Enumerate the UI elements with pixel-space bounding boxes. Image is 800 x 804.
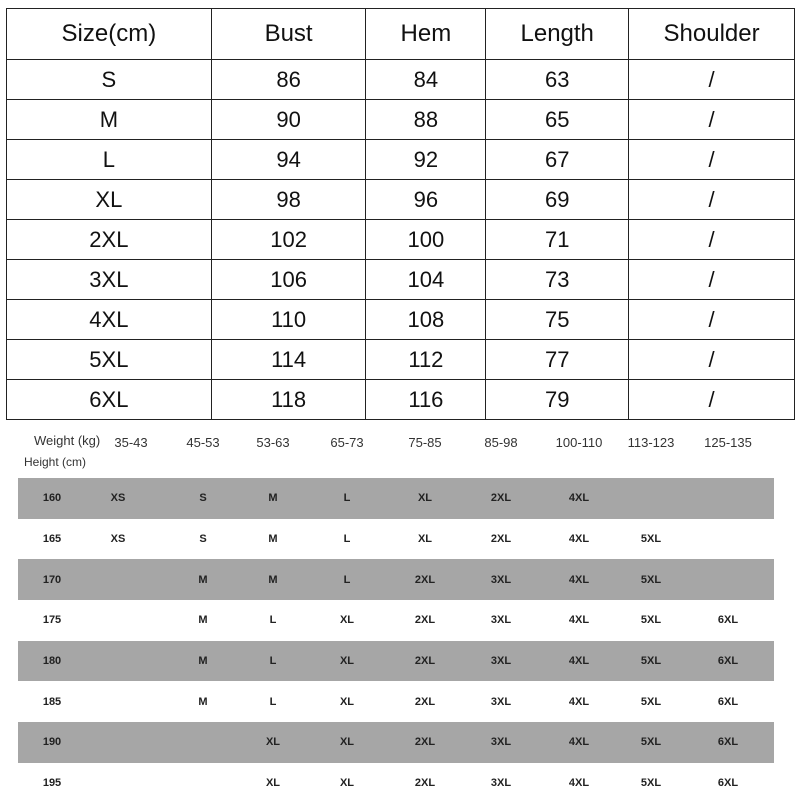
- recommended-size: XL: [339, 614, 355, 627]
- recommended-size: 5XL: [640, 736, 662, 749]
- recommended-size: L: [269, 695, 277, 708]
- recommended-size: XS: [110, 533, 126, 546]
- size-chart-table: [6, 8, 795, 420]
- recommended-size: XL: [265, 777, 281, 790]
- size-chart-cell: 110: [211, 300, 366, 340]
- recommended-size: 4XL: [568, 695, 590, 708]
- recommended-size: XL: [339, 736, 355, 749]
- recommendation-row: [18, 722, 774, 763]
- recommended-size: 3XL: [490, 573, 512, 586]
- recommended-size: XL: [339, 695, 355, 708]
- recommended-size: 4XL: [568, 573, 590, 586]
- weight-label: Weight (kg): [34, 433, 101, 448]
- recommendation-row: [18, 763, 774, 804]
- size-chart-cell: 90: [211, 100, 366, 140]
- recommended-size: 2XL: [414, 614, 436, 627]
- size-chart-cell: 118: [211, 380, 366, 420]
- weight-range-label: 113-123: [627, 435, 675, 450]
- recommended-size: 2XL: [414, 573, 436, 586]
- recommended-size: M: [198, 655, 208, 668]
- size-chart-header-row: [7, 9, 795, 60]
- recommended-size: 4XL: [568, 492, 590, 505]
- recommended-size: 5XL: [640, 533, 662, 546]
- recommended-size: S: [199, 492, 207, 505]
- recommended-size: 5XL: [640, 655, 662, 668]
- size-chart-cell: 75: [486, 300, 629, 340]
- height-value: 160: [42, 492, 62, 505]
- recommended-size: 2XL: [490, 492, 512, 505]
- recommended-size: 3XL: [490, 695, 512, 708]
- size-chart-cell: 77: [486, 340, 629, 380]
- recommended-size: 6XL: [717, 736, 739, 749]
- recommended-size: 6XL: [717, 777, 739, 790]
- recommended-size: L: [269, 614, 277, 627]
- recommended-size: 2XL: [414, 777, 436, 790]
- size-chart-row: [7, 260, 795, 300]
- recommended-size: L: [343, 533, 351, 546]
- recommended-size: 5XL: [640, 777, 662, 790]
- recommendation-row: [18, 600, 774, 641]
- size-chart-cell: 71: [486, 220, 629, 260]
- recommended-size: XL: [417, 533, 433, 546]
- recommended-size: 5XL: [640, 695, 662, 708]
- recommended-size: 4XL: [568, 655, 590, 668]
- recommended-size: L: [343, 573, 351, 586]
- recommendation-row: [18, 478, 774, 519]
- size-chart-cell: 116: [366, 380, 486, 420]
- recommended-size: 3XL: [490, 614, 512, 627]
- size-chart-cell: /: [629, 60, 795, 100]
- height-label: Height (cm): [24, 455, 87, 469]
- size-chart-cell: 92: [366, 140, 486, 180]
- height-value: 170: [42, 573, 62, 586]
- height-value: 185: [42, 695, 62, 708]
- size-chart-cell: 112: [366, 340, 486, 380]
- size-chart-cell: /: [629, 180, 795, 220]
- header-size: Size(cm): [7, 9, 212, 60]
- height-value: 195: [42, 777, 62, 790]
- recommendation-row: [18, 681, 774, 722]
- size-chart-cell: 65: [486, 100, 629, 140]
- size-chart-cell: 5XL: [7, 340, 212, 380]
- recommended-size: 4XL: [568, 614, 590, 627]
- weight-range-label: 45-53: [186, 435, 220, 450]
- size-chart-cell: 63: [486, 60, 629, 100]
- size-chart-row: [7, 220, 795, 260]
- weight-range-label: 85-98: [484, 435, 518, 450]
- recommended-size: XS: [110, 492, 126, 505]
- size-chart-row: [7, 180, 795, 220]
- size-chart-cell: 114: [211, 340, 366, 380]
- size-chart-row: [7, 340, 795, 380]
- recommended-size: 4XL: [568, 736, 590, 749]
- size-chart-cell: 98: [211, 180, 366, 220]
- size-chart-cell: 79: [486, 380, 629, 420]
- recommended-size: 2XL: [414, 695, 436, 708]
- recommended-size: 3XL: [490, 777, 512, 790]
- recommended-size: 3XL: [490, 655, 512, 668]
- size-chart-cell: 104: [366, 260, 486, 300]
- size-chart-cell: 94: [211, 140, 366, 180]
- size-chart-cell: /: [629, 220, 795, 260]
- size-chart-cell: 2XL: [7, 220, 212, 260]
- recommended-size: XL: [339, 777, 355, 790]
- size-chart-cell: 100: [366, 220, 486, 260]
- size-chart-cell: 69: [486, 180, 629, 220]
- size-chart-row: [7, 140, 795, 180]
- recommended-size: L: [269, 655, 277, 668]
- size-chart-cell: 67: [486, 140, 629, 180]
- header-hem: Hem: [366, 9, 486, 60]
- recommended-size: 3XL: [490, 736, 512, 749]
- recommended-size: 6XL: [717, 614, 739, 627]
- recommended-size: 4XL: [568, 533, 590, 546]
- recommended-size: 4XL: [568, 777, 590, 790]
- size-chart-row: [7, 300, 795, 340]
- recommended-size: 2XL: [490, 533, 512, 546]
- recommended-size: 6XL: [717, 655, 739, 668]
- size-chart-cell: 108: [366, 300, 486, 340]
- recommended-size: M: [198, 573, 208, 586]
- size-chart-cell: M: [7, 100, 212, 140]
- size-chart-cell: L: [7, 140, 212, 180]
- weight-height-header: [0, 430, 800, 470]
- height-value: 190: [42, 736, 62, 749]
- recommendation-row: [18, 559, 774, 600]
- weight-range-label: 65-73: [330, 435, 364, 450]
- recommendation-row: [18, 519, 774, 560]
- recommended-size: M: [268, 533, 278, 546]
- size-chart-cell: /: [629, 300, 795, 340]
- header-shoulder: Shoulder: [629, 9, 795, 60]
- recommended-size: M: [268, 573, 278, 586]
- size-chart-cell: 73: [486, 260, 629, 300]
- header-length: Length: [486, 9, 629, 60]
- size-chart-cell: 4XL: [7, 300, 212, 340]
- header-bust: Bust: [211, 9, 366, 60]
- recommended-size: XL: [339, 655, 355, 668]
- size-chart-cell: 102: [211, 220, 366, 260]
- recommended-size: 2XL: [414, 736, 436, 749]
- weight-range-label: 100-110: [555, 435, 603, 450]
- size-chart-cell: 3XL: [7, 260, 212, 300]
- recommended-size: M: [198, 614, 208, 627]
- recommended-size: XL: [265, 736, 281, 749]
- size-chart-row: [7, 60, 795, 100]
- height-value: 165: [42, 533, 62, 546]
- size-chart-cell: S: [7, 60, 212, 100]
- size-chart-cell: /: [629, 340, 795, 380]
- weight-range-label: 35-43: [114, 435, 148, 450]
- recommended-size: S: [199, 533, 207, 546]
- height-value: 175: [42, 614, 62, 627]
- size-chart-row: [7, 100, 795, 140]
- recommended-size: M: [198, 695, 208, 708]
- size-chart-row: [7, 380, 795, 420]
- recommended-size: L: [343, 492, 351, 505]
- size-chart-cell: 106: [211, 260, 366, 300]
- weight-range-label: 75-85: [408, 435, 442, 450]
- size-chart-cell: 86: [211, 60, 366, 100]
- size-recommendation-grid: [18, 478, 774, 804]
- size-chart-cell: 6XL: [7, 380, 212, 420]
- weight-range-label: 53-63: [256, 435, 290, 450]
- size-chart-cell: 84: [366, 60, 486, 100]
- size-chart-cell: /: [629, 140, 795, 180]
- size-chart-cell: /: [629, 380, 795, 420]
- size-chart-cell: 88: [366, 100, 486, 140]
- recommendation-row: [18, 641, 774, 682]
- recommended-size: M: [268, 492, 278, 505]
- recommended-size: 6XL: [717, 695, 739, 708]
- height-value: 180: [42, 655, 62, 668]
- size-chart-cell: XL: [7, 180, 212, 220]
- recommended-size: 5XL: [640, 573, 662, 586]
- recommended-size: XL: [417, 492, 433, 505]
- size-chart-cell: /: [629, 100, 795, 140]
- recommended-size: 5XL: [640, 614, 662, 627]
- recommended-size: 2XL: [414, 655, 436, 668]
- weight-range-label: 125-135: [704, 435, 752, 450]
- size-chart-cell: 96: [366, 180, 486, 220]
- size-chart-cell: /: [629, 260, 795, 300]
